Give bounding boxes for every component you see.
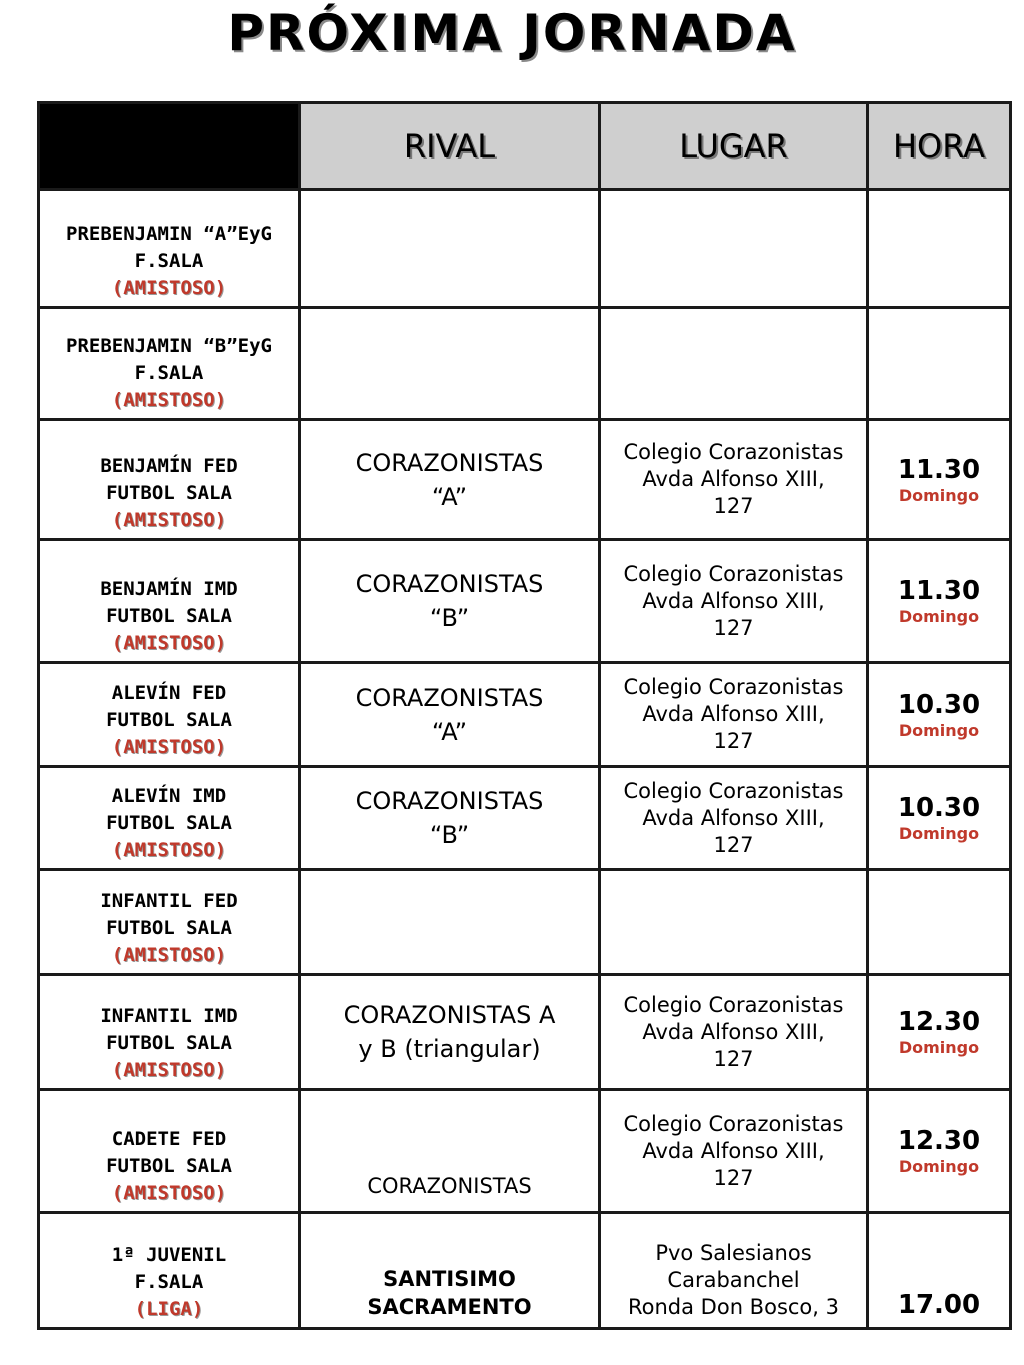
category-name: ALEVÍN IMD (111, 785, 227, 807)
category-cell (39, 975, 300, 1090)
table-row (39, 420, 1011, 540)
rival-cell (300, 190, 600, 308)
header-lugar: LUGAR (600, 103, 868, 190)
venue-name: Colegio Corazonistas (623, 992, 844, 1017)
category-sport: FUTBOL SALA (106, 1032, 232, 1054)
venue-cell (600, 420, 868, 540)
match-day: Domingo (898, 824, 980, 843)
category-cell (39, 420, 300, 540)
rival-name: CORAZONISTAS A (343, 1001, 556, 1029)
category-name: PREBENJAMIN “B”EyG (66, 335, 272, 357)
category-name: BENJAMÍN FED (100, 455, 238, 477)
venue-cell (600, 308, 868, 420)
match-time: 11.30 (897, 454, 981, 485)
category-cell (39, 1213, 300, 1329)
venue-name: Colegio Corazonistas (623, 561, 844, 586)
category-name: 1ª JUVENIL (111, 1244, 227, 1266)
rival-name: CORAZONISTAS (355, 448, 544, 477)
header-corner (39, 103, 300, 190)
match-day: Domingo (898, 1157, 980, 1176)
match-day: Domingo (898, 607, 980, 626)
rival-cell (300, 767, 600, 870)
rival-team: “A” (431, 717, 468, 746)
match-time: 12.30 (897, 1126, 981, 1156)
venue-cell (600, 540, 868, 663)
venue-street: Carabanchel (667, 1268, 800, 1292)
match-type: (AMISTOSO) (111, 277, 227, 299)
category-name: CADETE FED (111, 1128, 227, 1150)
match-type: (AMISTOSO) (111, 839, 227, 861)
category-sport: F.SALA (134, 362, 204, 384)
category-name: INFANTIL FED (100, 890, 238, 912)
schedule-table (37, 101, 1012, 1330)
table-row (39, 308, 1011, 420)
time-cell (868, 663, 1011, 767)
venue-street: Avda Alfonso XIII, (642, 1019, 825, 1044)
category-cell (39, 1090, 300, 1213)
header-rival: RIVAL (300, 103, 600, 190)
venue-name: Pvo Salesianos (655, 1241, 812, 1265)
rival-team: “B” (429, 821, 470, 849)
venue-cell (600, 767, 868, 870)
time-cell (868, 767, 1011, 870)
category-cell (39, 767, 300, 870)
match-time: 17.00 (897, 1290, 981, 1320)
venue-name: Colegio Corazonistas (623, 440, 844, 464)
time-cell (868, 420, 1011, 540)
time-cell (868, 975, 1011, 1090)
table-row (39, 1213, 1011, 1329)
rival-cell (300, 308, 600, 420)
venue-cell (600, 870, 868, 975)
venue-street: Avda Alfonso XIII, (642, 467, 825, 491)
match-type: (LIGA) (134, 1298, 204, 1320)
table-row (39, 767, 1011, 870)
rival-team: “B” (429, 604, 470, 632)
category-cell (39, 190, 300, 308)
match-day: Domingo (898, 720, 980, 740)
rival-cell (300, 1090, 600, 1213)
venue-name: Colegio Corazonistas (623, 1111, 844, 1136)
venue-number: 127 (713, 1046, 754, 1071)
venue-cell (600, 975, 868, 1090)
table-row (39, 540, 1011, 663)
match-day: Domingo (898, 1038, 980, 1057)
match-type: (AMISTOSO) (111, 1182, 227, 1204)
table-row (39, 1090, 1011, 1213)
venue-cell (600, 190, 868, 308)
header-row (39, 103, 1011, 190)
rival-cell (300, 870, 600, 975)
category-cell (39, 663, 300, 767)
rival-name: CORAZONISTAS (367, 1174, 532, 1198)
venue-street: Avda Alfonso XIII, (642, 1138, 825, 1163)
venue-number: 127 (713, 494, 754, 518)
rival-cell (300, 663, 600, 767)
match-type: (AMISTOSO) (111, 389, 227, 411)
rival-name: CORAZONISTAS (355, 787, 544, 815)
category-sport: FUTBOL SALA (106, 482, 232, 504)
table-row (39, 975, 1011, 1090)
category-cell (39, 870, 300, 975)
rival-cell (300, 540, 600, 663)
page-title: PRÓXIMA JORNADA (227, 4, 797, 62)
rival-name: CORAZONISTAS (355, 570, 544, 598)
match-type: (AMISTOSO) (111, 1059, 227, 1081)
table-row (39, 870, 1011, 975)
category-name: PREBENJAMIN “A”EyG (66, 223, 272, 245)
venue-number: 127 (713, 615, 754, 640)
venue-cell (600, 663, 868, 767)
match-type: (AMISTOSO) (111, 736, 227, 758)
time-cell (868, 190, 1011, 308)
time-cell (868, 540, 1011, 663)
venue-name: Colegio Corazonistas (623, 778, 844, 803)
category-sport: FUTBOL SALA (106, 1155, 232, 1177)
match-time: 11.30 (897, 576, 981, 606)
table-row (39, 663, 1011, 767)
category-sport: FUTBOL SALA (106, 812, 232, 834)
category-name: BENJAMÍN IMD (100, 578, 238, 600)
match-day: Domingo (898, 485, 980, 505)
category-sport: FUTBOL SALA (106, 605, 232, 627)
venue-street: Avda Alfonso XIII, (642, 588, 825, 613)
rival-team: “A” (431, 482, 468, 511)
match-type: (AMISTOSO) (111, 632, 227, 654)
category-cell (39, 540, 300, 663)
category-sport: F.SALA (134, 250, 204, 272)
category-name: ALEVÍN FED (111, 682, 227, 704)
match-type: (AMISTOSO) (111, 944, 227, 966)
category-name: INFANTIL IMD (100, 1005, 238, 1027)
rival-name: CORAZONISTAS (355, 683, 544, 712)
time-cell (868, 1090, 1011, 1213)
category-sport: FUTBOL SALA (106, 709, 232, 731)
venue-cell (600, 1090, 868, 1213)
category-sport: FUTBOL SALA (106, 917, 232, 939)
match-time: 12.30 (897, 1007, 981, 1037)
header-hora: HORA (868, 103, 1011, 190)
venue-street: Avda Alfonso XIII, (642, 805, 825, 830)
venue-number: 127 (713, 832, 754, 857)
venue-number: 127 (713, 729, 754, 753)
category-sport: F.SALA (134, 1271, 204, 1293)
venue-cell (600, 1213, 868, 1329)
match-type: (AMISTOSO) (111, 509, 227, 531)
rival-cell (300, 420, 600, 540)
venue-street: Avda Alfonso XIII, (642, 702, 825, 726)
match-time: 10.30 (897, 689, 981, 720)
time-cell (868, 1213, 1011, 1329)
table-row (39, 190, 1011, 308)
match-time: 10.30 (897, 793, 981, 823)
rival-cell (300, 1213, 600, 1329)
time-cell (868, 308, 1011, 420)
rival-team: y B (triangular) (358, 1035, 541, 1063)
time-cell (868, 870, 1011, 975)
rival-name: SANTISIMO (383, 1267, 516, 1291)
rival-team: SACRAMENTO (367, 1295, 532, 1319)
venue-name: Colegio Corazonistas (623, 675, 844, 699)
venue-number: 127 (713, 1165, 754, 1190)
venue-number: Ronda Don Bosco, 3 (628, 1295, 839, 1319)
category-cell (39, 308, 300, 420)
rival-cell (300, 975, 600, 1090)
